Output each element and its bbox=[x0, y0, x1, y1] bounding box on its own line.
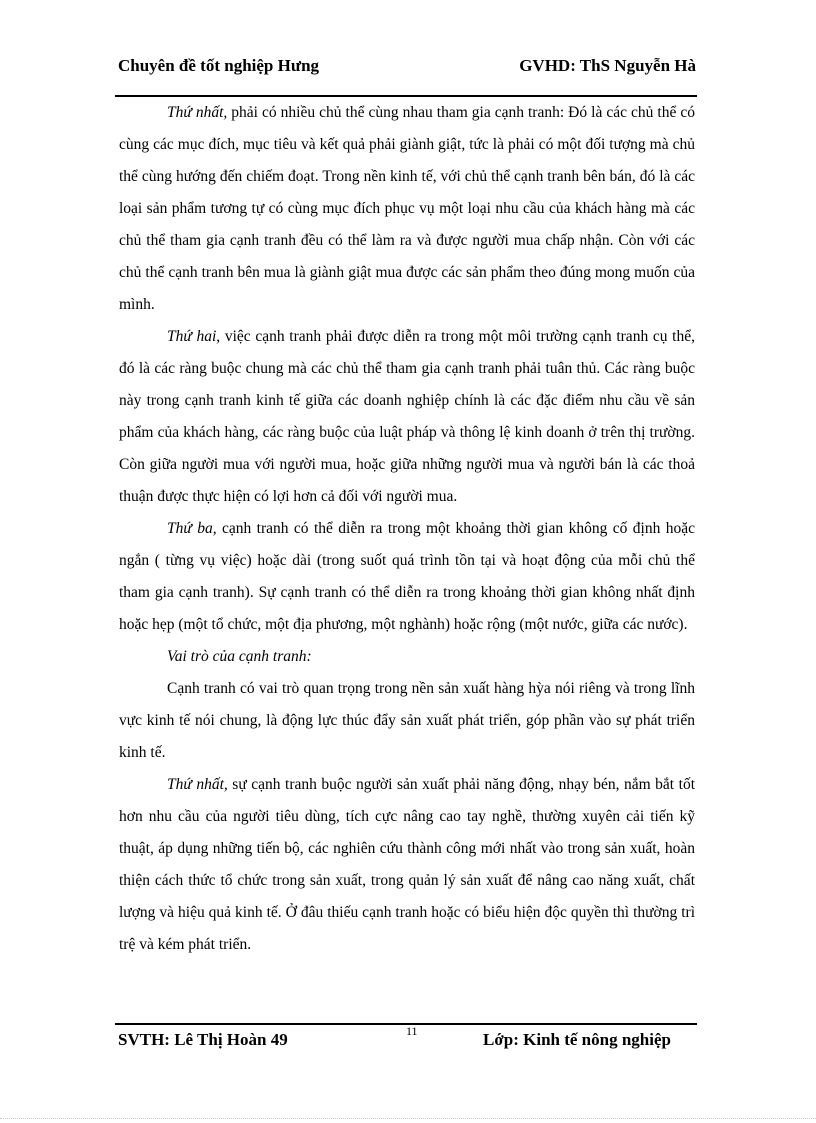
paragraph-4 bbox=[119, 673, 695, 769]
paragraph-2-text: việc cạnh tranh phải được diễn ra trong một môi trường cạnh tranh cụ thể, đó là các ràng buộc chung mà các chủ thể tham gia cạnh tranh phải tuân thủ. Các ràng buộc này trong cạnh tranh kinh tế giữa các doanh nghiệp chính là các đặc điểm nhu cầu về sản phẩm của khách hàng, các ràng buộc của luật pháp và thông lệ kinh doanh ở trên thị trường. Còn giữa người mua với người mua, hoặc giữa những người mua và người bán là các thoả thuận được thực hiện có lợi hơn cả đối với người mua. bbox=[119, 328, 695, 505]
paragraph-1 bbox=[119, 97, 695, 321]
paragraph-5-text: sự cạnh tranh buộc người sản xuất phải năng động, nhạy bén, nắm bắt tốt hơn nhu cầu của người tiêu dùng, tích cực nâng cao tay nghề, thường xuyên cải tiến kỹ thuật, áp dụng những tiến bộ, các nghiên cứu thành công mới nhất vào trong sản xuất, hoàn thiện cách thức tổ chức trong sản xuất, trong quản lý sản xuất để nâng cao năng xuất, chất lượng và hiệu quả kinh tế. Ở đâu thiếu cạnh tranh hoặc có biểu hiện độc quyền thì thường trì trệ và kém phát triển. bbox=[119, 776, 695, 953]
section-heading-text: Vai trò của cạnh tranh: bbox=[167, 648, 312, 665]
paragraph-1-lead: Thứ nhất, bbox=[167, 104, 228, 121]
paragraph-3-lead: Thứ ba, bbox=[167, 520, 217, 537]
footer-class: Lớp: Kinh tế nông nghiệp bbox=[483, 1030, 671, 1049]
paragraph-1-text: phải có nhiều chủ thể cùng nhau tham gia cạnh tranh: Đó là các chủ thể có cùng các mục đích, mục tiêu và kết quả phải giành giật, tức là phải có một đối tượng mà chủ thể cùng hướng đến chiếm đoạt. Trong nền kinh tế, với chủ thể cạnh tranh bên bán, đó là các loại sản phẩm tương tự có cùng mục đích phục vụ một loại nhu cầu của khách hàng mà các chủ thể tham gia cạnh tranh đều có thể làm ra và được người mua chấp nhận. Còn với các chủ thể cạnh tranh bên mua là giành giật mua được các sản phẩm theo đúng mong muốn của mình. bbox=[119, 104, 695, 313]
footer-student: SVTH: Lê Thị Hoàn 49 bbox=[118, 1030, 288, 1049]
paragraph-5-lead: Thứ nhất, bbox=[167, 776, 228, 793]
paragraph-2 bbox=[119, 321, 695, 513]
header-left-title: Chuyên đề tốt nghiệp Hưng bbox=[118, 56, 320, 75]
paragraph-3 bbox=[119, 513, 695, 641]
header-supervisor: GVHD: ThS Nguyễn Hà bbox=[519, 56, 696, 75]
document-body bbox=[119, 97, 695, 961]
paragraph-4-text: Cạnh tranh có vai trò quan trọng trong nền sản xuất hàng hỳa nói riêng và trong lĩnh vực kinh tế nói chung, là động lực thúc đẩy sản xuất phát triển, góp phần vào sự phát triển kinh tế. bbox=[119, 680, 695, 761]
paragraph-5 bbox=[119, 769, 695, 961]
page-edge-divider bbox=[0, 1118, 816, 1119]
section-heading bbox=[119, 641, 695, 673]
page-number: 11 bbox=[406, 1024, 418, 1038]
paragraph-3-text: cạnh tranh có thể diễn ra trong một khoảng thời gian không cố định hoặc ngắn ( từng vụ việc) hoặc dài (trong suốt quá trình tồn tại và hoạt động của mỗi chủ thể tham gia cạnh tranh). Sự cạnh tranh có thể diễn ra trong khoảng thời gian không nhất định hoặc hẹp (một tổ chức, một địa phương, một nghành) hoặc rộng (một nước, giữa các nước). bbox=[119, 520, 695, 633]
paragraph-2-lead: Thứ hai, bbox=[167, 328, 221, 345]
